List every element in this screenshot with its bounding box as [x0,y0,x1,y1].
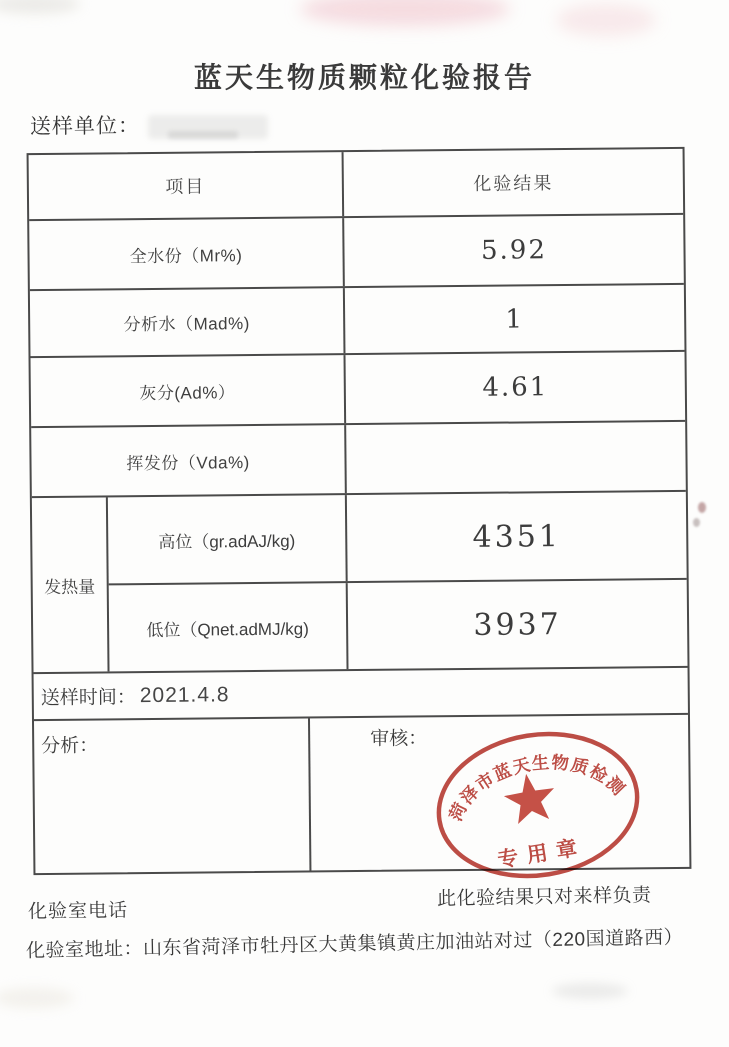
scan-smudge-bottom-right [552,983,628,999]
calorific-subrows [108,492,688,672]
table-row [109,578,688,672]
table-row [29,213,684,289]
row-result-total-moisture: 5.92 [480,235,548,266]
header-result: 化验结果 [473,173,554,194]
sample-time-label: 送样时间： [40,687,136,710]
report-title: 蓝天生物质颗粒化验报告 [193,62,535,93]
calorific-group-label: 发热量 [32,497,110,672]
result-disclaimer: 此化验结果只对来样负责 [436,885,652,910]
sample-time-value: 2021.4.8 [139,682,230,707]
row-result-gross-heat: 4351 [472,518,562,555]
sample-time-row [34,666,688,719]
scan-smudge-pink-top-right [556,4,656,36]
stamp-bottom-text: 专用章 [496,835,588,873]
scan-smudge-top-left [0,0,80,14]
row-item-analysis-moisture: 分析水（Mad%) [30,288,346,356]
row-result-ash: 4.61 [482,372,549,403]
lab-address: 化验室地址：山东省菏泽市牡丹区大黄集镇黄庄加油站对过（220国道路西） [25,927,684,962]
table-row [30,350,685,426]
row-result-net-heat: 3937 [473,606,562,643]
scan-smudge-pink-top [300,0,510,26]
header-item: 项目 [29,152,345,219]
stamp-arc-text: 菏泽市蓝天生物质检测 [445,752,630,824]
stamp-arc-text-holder [438,739,632,826]
table-row [30,283,685,356]
scan-smudge-bottom-left [0,988,74,1008]
company-seal-stamp [417,710,659,900]
table-row [108,492,687,584]
row-item-ash: 灰分(Ad%） [31,355,347,426]
row-result-analysis-moisture: 1 [505,303,525,335]
review-label: 审核： [370,728,428,750]
scan-speck-right-edge-2 [693,518,700,527]
row-item-volatile: 挥发份（Vda%) [31,425,347,496]
row-item-net-heat: 低位（Qnet.adMJ/kg) [109,583,349,671]
sender-unit-redacted-value [148,115,268,139]
scan-speck-right-edge-1 [698,502,706,513]
row-result-volatile [346,422,686,493]
table-header-row [29,149,684,219]
lab-phone-label: 化验室电话 [27,900,129,923]
calorific-group-row [32,490,688,672]
sender-unit-label: 送样单位： [29,114,141,139]
table-row [31,420,686,496]
row-item-gross-heat: 高位（gr.adAJ/kg) [108,495,348,583]
row-item-total-moisture: 全水份（Mr%) [29,218,345,289]
analysis-label: 分析： [34,718,311,873]
sender-unit-redacted-value-2 [168,131,238,139]
